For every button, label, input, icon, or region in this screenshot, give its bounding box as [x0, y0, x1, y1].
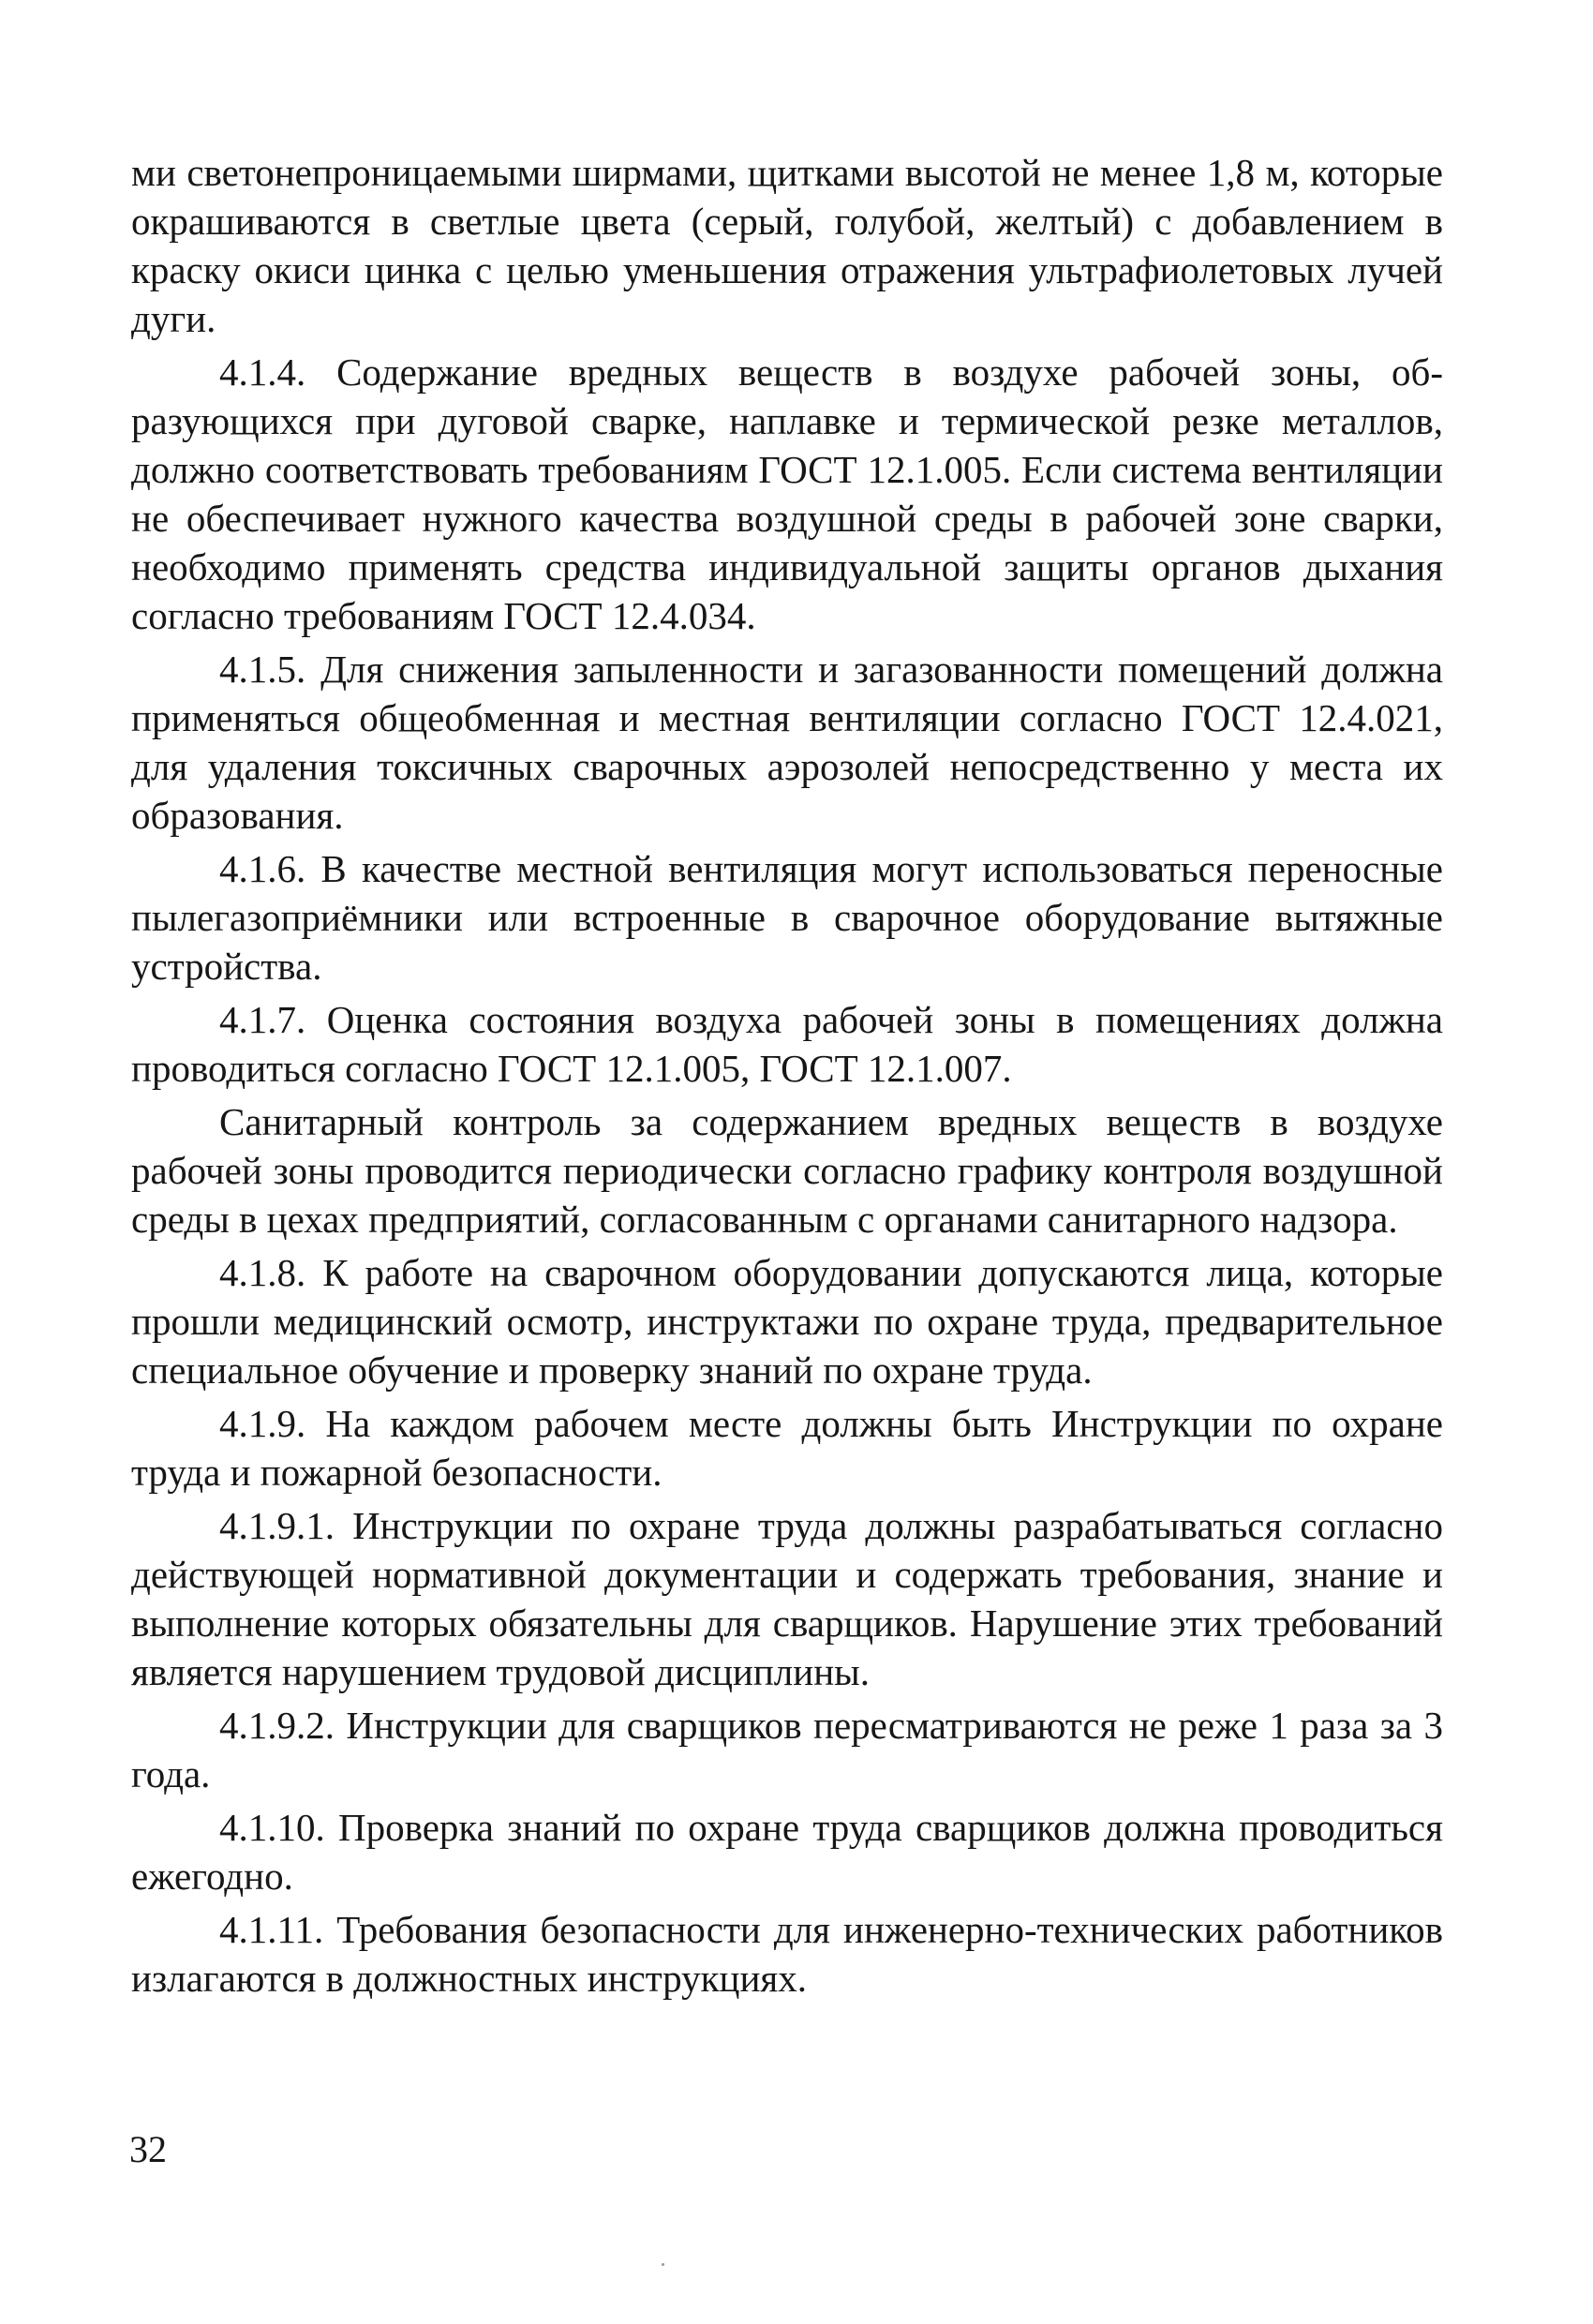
paragraph-4-1-9-1: 4.1.9.1. Инструкции по охране труда должны разрабатываться согласно действующей нормативной документации и содержать требования, знание и выполнение которых обязательны для сварщиков. Нарушение этих требований является нарушением трудовой дисциплины. — [131, 1504, 1443, 1693]
paragraph-sanitary-control: Санитарный контроль за содержанием вредных веществ в воздухе рабочей зоны проводится периодически согласно графику контроля воздушной среды в цехах предприятий, согласованным с органами санитарного надзора. — [131, 1100, 1443, 1241]
document-text-body — [131, 148, 1443, 2007]
paragraph-4-1-11: 4.1.11. Требования безопасности для инженерно-технических работников излагаются в должностных инструкциях. — [131, 1908, 1443, 2000]
paragraph-continuation: ми светонепроницаемыми ширмами, щитками высотой не менее 1,8 м, которые окрашиваются в светлые цвета (серый, голубой, желтый) с добавлением в краску окиси цинка с целью уменьшения отражения ультрафиолетовых лучей дуги. — [131, 151, 1443, 340]
paragraph-4-1-9: 4.1.9. На каждом рабочем месте должны быть Инструкции по охране труда и пожарной безопасности. — [131, 1402, 1443, 1494]
paragraph-4-1-9-2: 4.1.9.2. Инструкции для сварщиков пересматриваются не реже 1 раза за 3 года. — [131, 1704, 1443, 1795]
page-number: 32 — [129, 2128, 167, 2170]
scan-speck — [662, 2263, 664, 2266]
paragraph-4-1-8: 4.1.8. К работе на сварочном оборудовании допускаются лица, которые прошли медицинский осмотр, инструктажи по охране труда, предварительное специальное обучение и проверку знаний по охране труда. — [131, 1251, 1443, 1392]
paragraph-4-1-7: 4.1.7. Оценка состояния воздуха рабочей зоны в помещениях должна проводиться согласно ГОСТ 12.1.005, ГОСТ 12.1.007. — [131, 998, 1443, 1090]
paragraph-4-1-10: 4.1.10. Проверка знаний по охране труда сварщиков должна проводиться ежегодно. — [131, 1806, 1443, 1898]
paragraph-4-1-6: 4.1.6. В качестве местной вентиляция могут использоваться переносные пылегазоприёмники или встроенные в сварочное оборудование вытяжные устройства. — [131, 847, 1443, 988]
paragraph-4-1-5: 4.1.5. Для снижения запыленности и загазованности помещений должна применяться общеобменная и местная вентиляции согласно ГОСТ 12.4.021, для удаления токсичных сварочных аэрозолей непосредственно у места их образования. — [131, 648, 1443, 837]
paragraph-4-1-4: 4.1.4. Содержание вредных веществ в воздухе рабочей зоны, образующихся при дуговой сварке, наплавке и термической резке металлов, должно соответствовать требованиям ГОСТ 12.1.005. Если система вентиляции не обеспечивает нужного качества воздушной среды в рабочей зоне сварки, необходимо применять средства индивидуальной защиты органов дыхания согласно требованиям ГОСТ 12.4.034. — [131, 350, 1443, 637]
